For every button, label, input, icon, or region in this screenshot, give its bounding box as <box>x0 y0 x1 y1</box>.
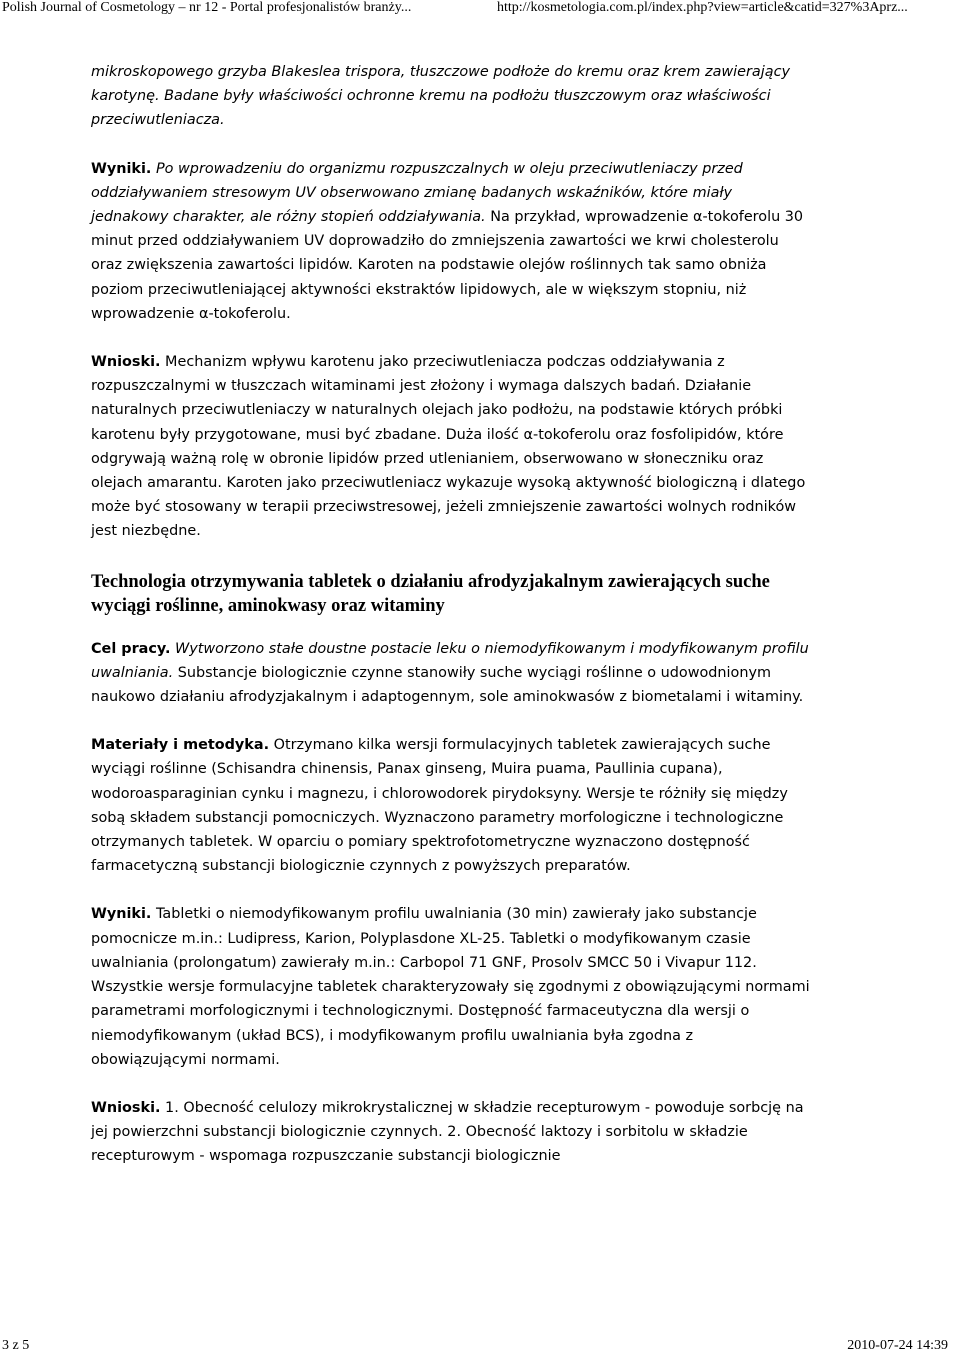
methods-text: Otrzymano kilka wersji formulacyjnych tabletek zawierających suche wyciągi roślinne (Schisandra chinensis, Panax ginseng, Muira puama, Paullinia cupana), wodoroasparaginian cynku i magnezu, i chlorowodorek pirydoksyny. Wersje te różniły się między sobą składem substancji pomocniczych. Wyznaczono parametry morfologiczne i technologiczne otrzymanych tabletek. W oparciu o pomiary spektrofotometryczne wyznaczono dostępność farmacetyczną substancji biologicznie czynnych z powyższych preparatów. <box>91 737 788 875</box>
results2-label: Wyniki. <box>91 906 152 923</box>
print-datetime: 2010-07-24 14:39 <box>847 1338 948 1353</box>
results-text: Na przykład, wprowadzenie α-tokoferolu 30 minut przed oddziaływaniem UV doprowadziło do zmniejszenia zawartości we krwi cholesterolu oraz zwiększenia zawartości lipidów. Karoten na podstawie olejów roślinnych tak samo obniża poziom przeciwutleniającej aktywności ekstraktów lipidowych, ale w większym stopniu, niż wprowadzenie α-tokoferolu. <box>91 209 804 322</box>
page-title: Polish Journal of Cosmetology – nr 12 - Portal profesjonalistów branży... <box>2 0 412 15</box>
article-body <box>91 60 811 1169</box>
section-title: Technologia otrzymywania tabletek o działaniu afrodyzjakalnym zawierających suche wyciągi roślinne, aminokwasy oraz witaminy <box>91 571 770 616</box>
conclusions-text: Mechanizm wpływu karotenu jako przeciwutleniacza podczas oddziaływania z rozpuszczalnymi w tłuszczach witaminami jest złożony i wymaga dalszych badań. Działanie naturalnych przeciwutleniaczy w naturalnych olejach jako podłożu, na podstawie których próbki karotenu były przygotowane, musi być zbadane. Duża ilość α-tokoferolu oraz fosfolipidów, które odgrywają ważną rolę w obronie lipidów przed utlenianiem, obserwowano w słoneczniku oraz olejach amarantu. Karoten jako przeciwutleniacz wykazuje wysoką aktywność biologiczną i dlatego może być stosowany w terapii przeciwstresowej, jeżeli zmniejszenie zawartości wolnych rodników jest niezbędne. <box>91 354 806 540</box>
page-url: http://kosmetologia.com.pl/index.php?view=article&catid=327%3Aprz... <box>497 0 908 15</box>
results-text-italic: Po wprowadzeniu do organizmu rozpuszczalnych w oleju przeciwutleniaczy przed oddziaływaniem stresowym UV obserwowano zmianę badanych wskaźników, które miały jednakowy charakter, ale różny stopień oddziaływania. <box>91 160 743 226</box>
print-footer <box>0 1338 960 1354</box>
intro-paragraph <box>91 60 811 133</box>
results-paragraph <box>91 157 811 326</box>
spacer <box>91 878 811 902</box>
spacer <box>91 326 811 350</box>
intro-text: mikroskopowego grzyba Blakeslea trispora, tłuszczowe podłoże do kremu oraz krem zawierający karotynę. Badane były właściwości ochronne kremu na podłożu tłuszczowym oraz właściwości przeciwutleniacza. <box>91 64 790 129</box>
page-number: 3 z 5 <box>2 1338 30 1353</box>
results2-paragraph <box>91 902 811 1071</box>
aim-text-italic: Wytworzono stałe doustne postacie leku o niemodyfikowanym i modyfikowanym profilu uwalniania. <box>91 640 809 681</box>
spacer <box>91 133 811 157</box>
conclusions-label: Wnioski. <box>91 354 161 371</box>
conclusions-paragraph <box>91 350 811 544</box>
methods-label: Materiały i metodyka. <box>91 737 270 754</box>
aim-paragraph <box>91 637 811 710</box>
spacer <box>91 1072 811 1096</box>
conclusions2-text: 1. Obecność celulozy mikrokrystalicznej w składzie recepturowym - powoduje sorbcję na jej powierzchni substancji biologicznie czynnych. 2. Obecność laktozy i sorbitolu w składzie recepturowym - wspomaga rozpuszczanie substancji biologicznie <box>91 1099 804 1165</box>
spacer <box>91 709 811 733</box>
aim-text: Substancje biologicznie czynne stanowiły suche wyciągi roślinne o udowodnionym naukowo działaniu afrodyzjakalnym i adaptogennym, sole aminokwasów z biometalami i witaminy. <box>91 664 804 706</box>
results-label: Wyniki. <box>91 160 152 177</box>
conclusions2-label: Wnioski. <box>91 1099 161 1116</box>
print-header <box>0 0 960 16</box>
spacer <box>91 618 811 637</box>
methods-paragraph <box>91 733 811 878</box>
aim-label: Cel pracy. <box>91 640 171 657</box>
spacer <box>91 544 811 570</box>
results2-text: Tabletki o niemodyfikowanym profilu uwalniania (30 min) zawierały jako substancje pomocnicze m.in.: Ludipress, Karion, Polyplasdone XL-25. Tabletki o modyfikowanym czasie uwalniania (prolongatum) zawierały m.in.: Carbopol 71 GNF, Prosolv SMCC 50 i Vivapur 112. Wszystkie wersje formulacyjne tabletek charakteryzowały się zgodnymi z obowiązującymi normami parametrami morfologicznymi i technologicznymi. Dostępność farmaceutyczna dla wersji o niemodyfikowanym (układ BCS), i modyfikowanym profilu uwalniania była zgodna z obowiązującymi normami. <box>91 906 810 1068</box>
conclusions2-paragraph <box>91 1096 811 1169</box>
